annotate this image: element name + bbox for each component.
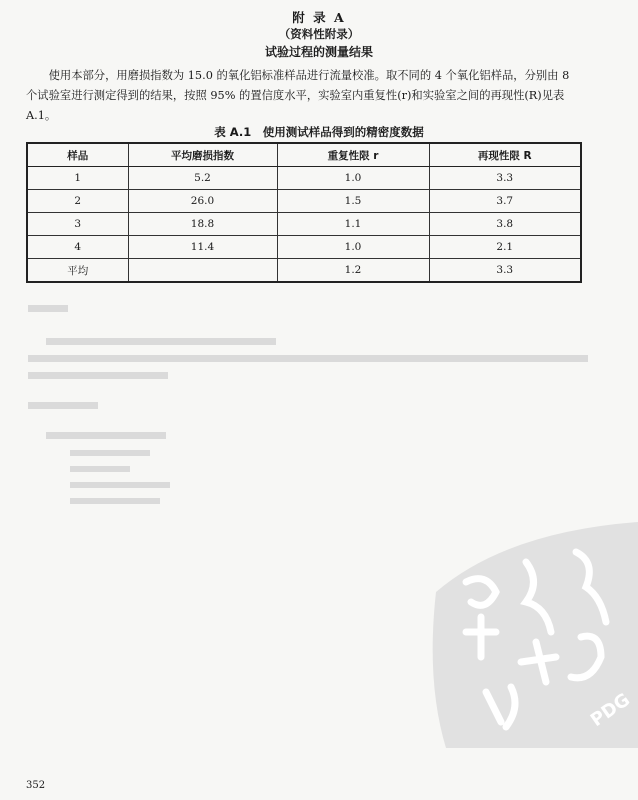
cell-R: 3.3 [429,259,581,283]
cell-R: 3.8 [429,213,581,236]
seal-watermark [426,522,638,748]
intro-paragraph: 使用本部分，用磨损指数为 15.0 的氧化铝标准样品进行流量校准。取不同的 4 个氧化铝样品，分别由 8 个试验室进行测定得到的结果，按照 95% 的置信度水平，实验室内重复性(r)和实验室之间的再现性(R)见表 A.1。 [26,69,570,122]
table-row [27,167,581,190]
annex-title: 附 录 A [292,10,346,25]
table-row [27,190,581,213]
cell-R: 2.1 [429,236,581,259]
cell-r: 1.2 [277,259,429,283]
cell-r: 1.0 [277,236,429,259]
cell-avg: 11.4 [128,236,277,259]
table-header-row [27,143,581,167]
cell-avg: 5.2 [128,167,277,190]
annex-heading: 试验过程的测量结果 [264,45,373,59]
cell-R: 3.7 [429,190,581,213]
cell-sample: 2 [27,190,128,213]
annex-subtitle: （资料性附录） [278,27,360,41]
header-avg-wear-index: 平均磨损指数 [128,143,277,167]
table-row-average [27,259,581,283]
precision-table [26,142,582,283]
cell-avg: 18.8 [128,213,277,236]
table-row [27,236,581,259]
cell-r: 1.1 [277,213,429,236]
header-sample: 样品 [27,143,128,167]
cell-sample: 1 [27,167,128,190]
cell-sample: 平均 [27,259,128,283]
cell-R: 3.3 [429,167,581,190]
cell-r: 1.0 [277,167,429,190]
cell-sample: 4 [27,236,128,259]
header-reproducibility: 再现性限 R [429,143,581,167]
cell-avg: 26.0 [128,190,277,213]
cell-r: 1.5 [277,190,429,213]
table-row [27,213,581,236]
page-number: 352 [26,780,46,791]
bleed-through-text [28,310,38,325]
seal-text: PDG [586,689,635,732]
header-repeatability: 重复性限 r [277,143,429,167]
cell-avg [128,259,277,283]
cell-sample: 3 [27,213,128,236]
table-caption: 表 A.1 使用测试样品得到的精密度数据 [214,125,424,139]
